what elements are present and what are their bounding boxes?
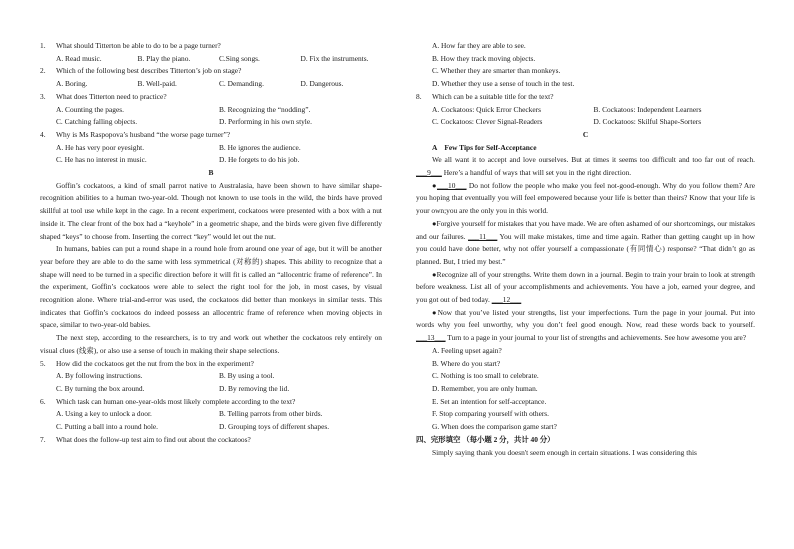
choice-a: A. Feeling upset again? bbox=[432, 345, 502, 355]
option-d: D. By removing the lid. bbox=[219, 383, 290, 393]
question-3-options-row2 bbox=[40, 116, 382, 129]
option-a: A. By following instructions. bbox=[56, 371, 143, 381]
passage-c-paragraph-5 bbox=[416, 307, 755, 345]
question-stem: What should Titterton be able to do to be a page turner? bbox=[56, 41, 221, 50]
question-stem: What does the follow-up test aim to find out about the cockatoos? bbox=[56, 434, 251, 444]
question-7-option-a: A. How far they are able to see. bbox=[432, 41, 526, 50]
question-number: 1. bbox=[40, 41, 46, 50]
question-1-options bbox=[40, 53, 382, 66]
question-8-options-row2 bbox=[416, 116, 755, 129]
option-a: A. Counting the pages. bbox=[56, 104, 124, 114]
option-d: D. Fix the instruments. bbox=[300, 53, 369, 63]
question-8 bbox=[416, 91, 755, 104]
question-7-option-b: B. How they track moving objects. bbox=[432, 53, 536, 63]
question-stem: Why is Ms Raspopova’s husband “the worse page turner”? bbox=[56, 129, 231, 139]
blank-12: ___12___ bbox=[491, 295, 522, 305]
choice-d: D. Remember, you are only human. bbox=[432, 383, 538, 393]
blank-13: ___13___ bbox=[416, 333, 446, 343]
blank-9: ___9___ bbox=[416, 168, 442, 178]
choice-e: E. Set an intention for self-acceptance. bbox=[432, 396, 547, 406]
option-a: A. Read music. bbox=[56, 53, 102, 63]
question-stem: What does Titterton need to practice? bbox=[56, 91, 167, 101]
question-7 bbox=[40, 434, 382, 447]
question-number: 2. bbox=[40, 66, 46, 76]
option-b: B. By using a tool. bbox=[219, 371, 275, 381]
question-3 bbox=[40, 91, 382, 104]
option-b: B. Recognizing the “nodding”. bbox=[219, 104, 311, 114]
paragraph-text: Do not follow the people who make you feel not-good-enough. Why do you follow them? Are you hoping that eventually you will feel empowered because your life is better than theirs? Know that your life is your own;you are the only you in this world. bbox=[416, 180, 755, 216]
option-c: C. By turning the box around. bbox=[56, 383, 145, 393]
choice-g: G. When does the comparison game start? bbox=[432, 422, 557, 432]
option-b: B. Well-paid. bbox=[137, 79, 177, 89]
option-b: B. Telling parrots from other birds. bbox=[219, 409, 323, 419]
blank-11: ___11___ bbox=[468, 231, 498, 241]
question-8-options-row1 bbox=[416, 104, 755, 117]
section-heading-c: C bbox=[582, 129, 589, 139]
paragraph-text: ●Forgive yourself for mistakes that you have made. We are often ashamed of our shortcomings, our mistakes and our failures. bbox=[416, 218, 755, 241]
paragraph-text: Turn to a page in your journal to your list of strengths and achievements. See how awesome you are? bbox=[445, 333, 747, 343]
option-b: B. He ignores the audience. bbox=[219, 142, 301, 152]
bullet-icon: ● bbox=[432, 180, 437, 190]
option-b: B. Cockatoos: Independent Learners bbox=[593, 104, 702, 114]
passage-c-paragraph-2 bbox=[416, 180, 755, 218]
option-d: D. Cockatoos: Skilful Shape-Sorters bbox=[593, 117, 702, 127]
option-d: D. He forgets to do his job. bbox=[219, 155, 300, 165]
question-5 bbox=[40, 358, 382, 371]
paragraph-text: Here’s a handful of ways that will set you in the right direction. bbox=[441, 168, 632, 178]
question-6-options-row1 bbox=[40, 408, 382, 421]
option-d: D. Dangerous. bbox=[300, 79, 344, 89]
question-number: 6. bbox=[40, 396, 46, 406]
option-c: C. Putting a ball into a round hole. bbox=[56, 422, 159, 432]
question-4-options-row2 bbox=[40, 154, 382, 167]
option-c: C. Cockatoos: Clever Signal-Readers bbox=[432, 117, 543, 127]
option-a: A. Boring. bbox=[56, 79, 88, 89]
passage-c-title: A Few Tips for Self-Acceptance bbox=[432, 142, 537, 152]
question-5-options-row1 bbox=[40, 370, 382, 383]
right-column bbox=[416, 40, 755, 459]
question-5-options-row2 bbox=[40, 383, 382, 396]
question-number: 8. bbox=[416, 91, 422, 101]
option-d: D. Performing in his own style. bbox=[219, 117, 312, 127]
passage-c-paragraph-1 bbox=[416, 154, 755, 179]
question-7-option-c: C. Whether they are smarter than monkeys. bbox=[432, 66, 561, 76]
option-c: C. Catching falling objects. bbox=[56, 117, 138, 127]
question-stem: Which of the following best describes Titterton’s job on stage? bbox=[56, 66, 242, 76]
question-1 bbox=[40, 40, 382, 53]
passage-c-paragraph-3 bbox=[416, 218, 755, 269]
option-a: A. He has very poor eyesight. bbox=[56, 142, 145, 152]
option-a: A. Using a key to unlock a door. bbox=[56, 409, 152, 419]
paragraph-text: We all want it to accept and love ourselves. But at times it seems too difficult and too far out of reach. bbox=[432, 155, 755, 165]
choice-f: F. Stop comparing yourself with others. bbox=[432, 409, 550, 419]
option-a: A. Cockatoos: Quick Error Checkers bbox=[432, 104, 541, 114]
passage-b-paragraph-3: The next step, according to the researchers, is to try and work out whether the cockatoos rely entirely on visual clues (线索), or also use a sense of touch in making their shape selections. bbox=[40, 333, 382, 355]
question-6-options-row2 bbox=[40, 421, 382, 434]
section-heading-4: 四、完形填空 （每小题 2 分，共计 40 分） bbox=[416, 434, 555, 444]
left-column bbox=[40, 40, 382, 447]
question-7-option-d: D. Whether they use a sense of touch in the test. bbox=[432, 79, 575, 89]
question-2-options bbox=[40, 78, 382, 91]
option-c: C. Demanding. bbox=[219, 79, 264, 89]
blank-10: ___10___ bbox=[436, 180, 467, 190]
option-c: C. He has no interest in music. bbox=[56, 155, 147, 165]
passage-c-paragraph-4 bbox=[416, 269, 755, 307]
question-number: 4. bbox=[40, 129, 46, 139]
paragraph-text: You will make mistakes, time and time again. Rather than getting caught up in how you could have done better, why not offer yourself a compassionate (有同情心) response? “That didn’t go as planned. But, I tried my best.” bbox=[416, 231, 756, 266]
question-2 bbox=[40, 65, 382, 78]
choice-b: B. Where do you start? bbox=[432, 358, 501, 368]
question-stem: How did the cockatoos get the nut from the box in the experiment? bbox=[56, 358, 254, 368]
section-heading-b: B bbox=[208, 168, 214, 178]
question-number: 3. bbox=[40, 91, 46, 101]
option-d: D. Grouping toys of different shapes. bbox=[219, 422, 330, 432]
passage-b-paragraph-2: In humans, babies can put a round shape in a round hole from around one year of age, but it will be another year before they are able to do the same with less symmetrical (对称的) shapes. This ability to recognize that a shape will need to be turned in a specific direction before it will fit is called an “allocentric frame of reference”. In the experiment, Goffin’s cockatoos were able to select the right tool for the job, in most cases, by visual recognition alone. Where trial-and-error was used, the cockatoos did better than monkeys in similar tests. This indicates that Goffin’s cockatoos do indeed possess an allocentric frame of reference when moving objects in space, similar to two-year-old babies. bbox=[40, 244, 382, 330]
question-number: 7. bbox=[40, 434, 46, 444]
option-c: C.Sing songs. bbox=[219, 53, 260, 63]
passage-b-paragraph-1: Goffin’s cockatoos, a kind of small parrot native to Australasia, have been shown to have similar shape-recognition abilities to a human two-year-old. Though not known to use tools in the wild, the birds have proved skillful at tool use while kept in the cage. In a recent experiment, cockatoos were presented with a box with a nut inside it. The clear front of the box had a “keyhole” in a geometric shape, and the birds were given five differently shaped “keys” to choose from. Inserting the correct “key” would let out the nut. bbox=[40, 180, 382, 241]
choice-c: C. Nothing is too small to celebrate. bbox=[432, 371, 539, 381]
paragraph-text: ●Recognize all of your strengths. Write them down in a journal. Begin to train your brain to look at strength before weakness. List all of your accomplishments and achievements. You have a job, earned your degree, and you got out of bed today. bbox=[416, 269, 755, 305]
cloze-passage-start: Simply saying thank you doesn't seem enough in certain situations. I was considering this bbox=[432, 447, 697, 457]
question-stem: Which task can human one-year-olds most likely complete according to the text? bbox=[56, 396, 296, 406]
question-4 bbox=[40, 129, 382, 142]
question-stem: Which can be a suitable title for the text? bbox=[432, 91, 554, 101]
paragraph-text: ●Now that you’ve listed your strengths, list your imperfections. Turn the page in your journal. Put into words why you feel unworthy, why you don’t feel good enough. Now, read these words back to yourself. bbox=[416, 307, 755, 330]
question-4-options-row1 bbox=[40, 142, 382, 155]
question-number: 5. bbox=[40, 358, 46, 368]
option-b: B. Play the piano. bbox=[137, 53, 191, 63]
question-3-options-row1 bbox=[40, 104, 382, 117]
question-6 bbox=[40, 396, 382, 409]
